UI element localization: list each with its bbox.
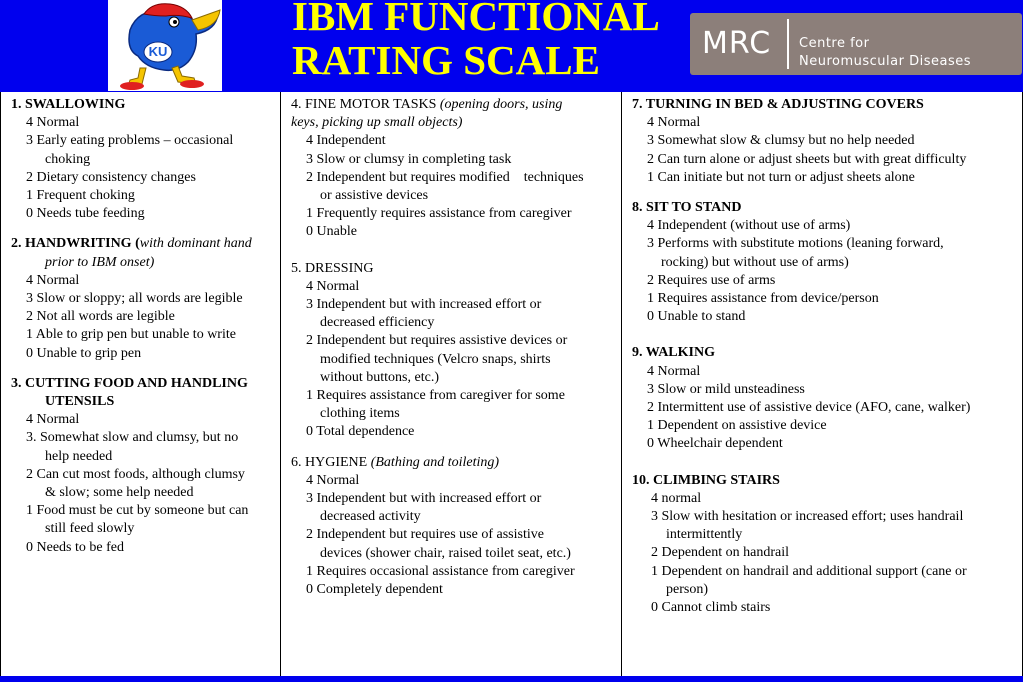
list-item: 0 Wheelchair dependent	[647, 436, 783, 452]
list-item: 0 Needs tube feeding	[26, 206, 145, 222]
list-item: 1 Food must be cut by someone but can	[26, 503, 249, 519]
list-item: 3. Somewhat slow and clumsy, but no	[26, 430, 239, 446]
rating-scale-table	[0, 92, 1023, 676]
list-item: 2 Can turn alone or adjust sheets but with great difficulty	[647, 151, 967, 167]
list-item: 4 Normal	[26, 412, 80, 428]
list-item: 4 Independent	[306, 133, 386, 149]
list-item: 4 Normal	[306, 472, 360, 488]
list-item: 4 Normal	[26, 272, 80, 288]
section-hygiene	[281, 454, 621, 600]
list-item-continued: or assistive devices	[320, 188, 429, 204]
mrc-logo	[690, 13, 1022, 75]
list-item: 3 Somewhat slow & clumsy but no help needed	[647, 133, 915, 149]
list-item: 1 Frequently requires assistance from caregiver	[306, 206, 572, 222]
list-item: 4 Normal	[647, 363, 701, 379]
list-item: 3 Early eating problems – occasional	[26, 133, 234, 149]
title-line-1: IBM FUNCTIONAL	[292, 0, 660, 39]
list-item: 1 Dependent on assistive device	[647, 418, 827, 434]
column-3	[622, 92, 1023, 676]
section-title: 10. CLIMBING STAIRS	[632, 472, 780, 488]
list-item: 1 Requires assistance from device/person	[647, 291, 879, 307]
list-item: 1 Able to grip pen but unable to write	[26, 327, 236, 343]
list-item: 2 Independent but requires assistive devices or	[306, 333, 568, 349]
list-item: 2 Can cut most foods, although clumsy	[26, 466, 245, 482]
list-item-continued: clothing items	[320, 406, 400, 422]
list-item: 2 Dependent on handrail	[651, 545, 790, 561]
list-item: 0 Total dependence	[306, 424, 415, 440]
page-title	[292, 0, 660, 82]
section-title: 9. WALKING	[632, 345, 715, 361]
mrc-subtitle-line-1: Centre for	[799, 36, 870, 51]
list-item: 2 Not all words are legible	[26, 309, 175, 325]
jayhawk-icon	[108, 0, 222, 91]
list-item: 2 Dietary consistency changes	[26, 169, 196, 185]
mrc-logo-divider	[787, 19, 789, 69]
section-cutting-food	[1, 375, 280, 557]
list-item: 3 Slow with hesitation or increased effort; uses handrail	[651, 509, 964, 525]
footer-bar	[0, 676, 1023, 682]
list-item: 2 Independent but requires modified techniques	[306, 169, 584, 185]
list-item-continued: still feed slowly	[45, 521, 135, 537]
section-handwriting	[1, 235, 280, 362]
section-title-bold: 2. HANDWRITING (	[11, 236, 140, 252]
list-item-continued: help needed	[45, 448, 113, 464]
list-item: 4 Normal	[26, 115, 80, 131]
title-line-2: RATING SCALE	[292, 37, 600, 83]
list-item-continued: rocking) but without use of arms)	[661, 254, 849, 270]
list-item: 0 Unable to stand	[647, 309, 746, 325]
section-title-continued: prior to IBM onset)	[45, 254, 155, 270]
list-item: 4 Normal	[306, 278, 360, 294]
list-item: 3 Independent but with increased effort or	[306, 297, 542, 313]
list-item-continued: intermittently	[666, 527, 743, 543]
section-title-italic: with dominant hand	[139, 236, 252, 252]
ku-logo-text: KU	[148, 44, 168, 59]
section-title	[281, 454, 621, 472]
section-title: 5. DRESSING	[291, 260, 374, 276]
list-item: 0 Unable to grip pen	[26, 345, 142, 361]
list-item-continued: & slow; some help needed	[45, 485, 194, 501]
section-swallowing	[1, 96, 280, 223]
section-title-italic: (opening doors, using	[439, 97, 563, 112]
list-item: 1 Frequent choking	[26, 188, 135, 204]
list-item: 0 Unable	[306, 224, 357, 240]
section-sit-to-stand	[622, 199, 1022, 326]
list-item: 3 Slow or sloppy; all words are legible	[26, 291, 243, 307]
list-item: 4 Independent (without use of arms)	[647, 218, 851, 234]
list-item: 1 Requires occasional assistance from caregiver	[306, 563, 575, 579]
list-item: 2 Independent but requires use of assistive	[306, 527, 544, 543]
list-item-continued: decreased activity	[320, 509, 421, 525]
list-item-continued: person)	[666, 581, 708, 597]
list-item: 2 Intermittent use of assistive device (AFO, cane, walker)	[647, 400, 971, 416]
section-dressing	[281, 260, 621, 442]
section-title: 1. SWALLOWING	[11, 97, 126, 112]
mrc-logo-main: MRC	[702, 26, 772, 61]
list-item: 3 Slow or mild unsteadiness	[647, 381, 805, 397]
column-2	[281, 92, 622, 676]
section-title	[1, 235, 280, 253]
list-item: 0 Needs to be fed	[26, 539, 124, 555]
section-turning-in-bed	[622, 96, 1022, 187]
section-title: 8. SIT TO STAND	[632, 200, 742, 216]
section-title: 3. CUTTING FOOD AND HANDLING	[11, 375, 248, 391]
section-fine-motor-tasks	[281, 96, 621, 242]
list-item: 3 Performs with substitute motions (leaning forward,	[647, 236, 944, 252]
section-title-text: 4. FINE MOTOR TASKS	[291, 97, 440, 112]
list-item: 2 Requires use of arms	[647, 272, 776, 288]
column-1	[0, 92, 281, 676]
mrc-subtitle-line-2: Neuromuscular Diseases	[799, 54, 971, 69]
list-item: 0 Completely dependent	[306, 582, 443, 598]
list-item: 4 normal	[651, 490, 702, 506]
section-title: 7. TURNING IN BED & ADJUSTING COVERS	[632, 97, 924, 112]
list-item: 0 Cannot climb stairs	[651, 600, 771, 616]
list-item-continued: decreased efficiency	[320, 315, 435, 331]
section-title-continued: keys, picking up small objects)	[291, 115, 463, 131]
section-climbing-stairs	[622, 472, 1022, 618]
section-walking	[622, 344, 1022, 453]
section-title-text: 6. HYGIENE	[291, 454, 371, 470]
list-item: 1 Can initiate but not turn or adjust sheets alone	[647, 169, 915, 185]
list-item: 3 Independent but with increased effort or	[306, 491, 542, 507]
header-bar	[0, 0, 1023, 92]
section-title-continued: UTENSILS	[45, 394, 115, 410]
list-item-continued: without buttons, etc.)	[320, 369, 439, 385]
list-item-continued: devices (shower chair, raised toilet seat, etc.)	[320, 545, 571, 561]
list-item-continued: choking	[45, 151, 91, 167]
list-item: 3 Slow or clumsy in completing task	[306, 151, 512, 167]
list-item-continued: modified techniques (Velcro snaps, shirts	[320, 351, 551, 367]
section-title-italic: (Bathing and toileting)	[370, 454, 500, 470]
list-item: 4 Normal	[647, 115, 701, 131]
list-item: 1 Dependent on handrail and additional support (cane or	[651, 563, 967, 579]
list-item: 1 Requires assistance from caregiver for some	[306, 388, 565, 404]
ku-jayhawk-logo	[108, 0, 222, 91]
section-title	[281, 96, 621, 114]
mrc-logo-subtitle	[799, 35, 971, 71]
